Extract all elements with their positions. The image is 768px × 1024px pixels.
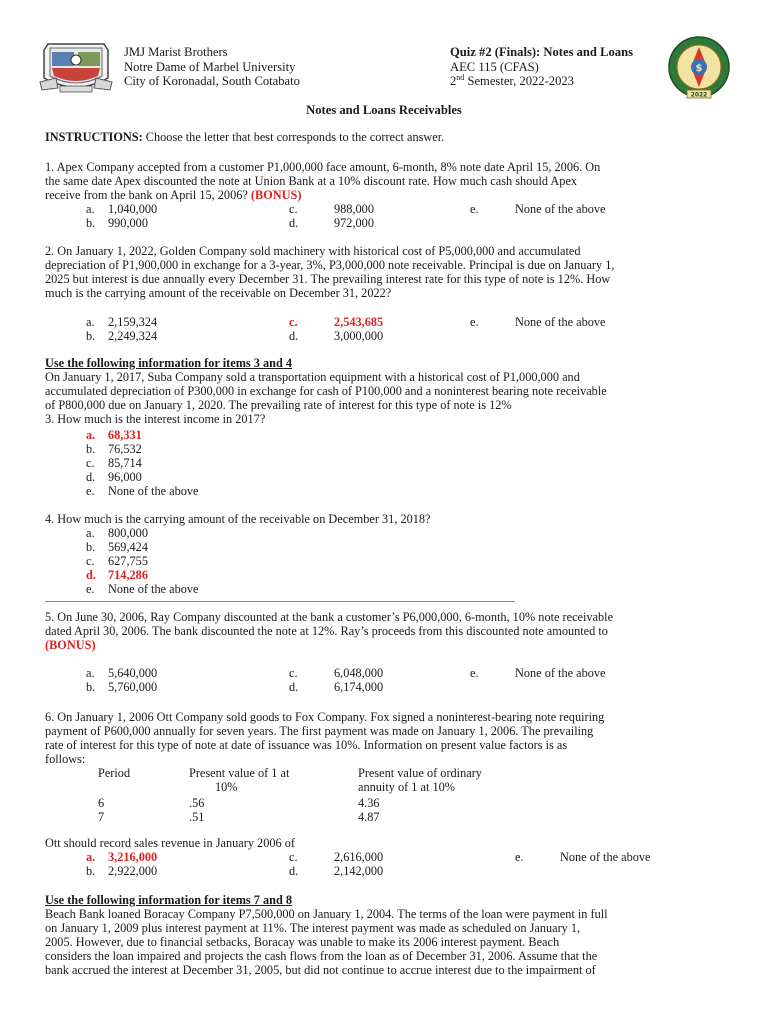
table-cell: .56 bbox=[189, 796, 205, 810]
question-line: 4. How much is the carrying amount of the receivable on December 31, 2018? bbox=[45, 512, 431, 526]
question-5 bbox=[45, 610, 725, 652]
option-text: None of the above bbox=[515, 315, 606, 329]
table-header-pv1: Present value of 1 at bbox=[189, 766, 290, 780]
svg-text:$: $ bbox=[695, 63, 703, 74]
semester-rest: Semester, 2022-2023 bbox=[464, 74, 574, 88]
option-letter: d. bbox=[289, 216, 299, 230]
question-2 bbox=[45, 244, 725, 300]
option-text: 76,532 bbox=[108, 442, 142, 456]
option-4b[interactable] bbox=[86, 540, 148, 554]
instructions-text: Choose the letter that best corresponds to the correct answer. bbox=[142, 130, 445, 144]
option-letter: b. bbox=[86, 680, 96, 694]
question-line: payment of P600,000 annually for seven years. The first payment was made on January 1, 2006. The prevailing bbox=[45, 724, 594, 738]
info-line: on January 1, 2009 plus interest payment at 11%. The interest payment was made as scheduled on January 1, bbox=[45, 921, 581, 935]
option-6e[interactable] bbox=[515, 850, 651, 864]
question-line-text: receive from the bank on April 15, 2006? bbox=[45, 188, 251, 202]
option-4e[interactable] bbox=[86, 582, 199, 596]
option-3c[interactable] bbox=[86, 456, 142, 470]
option-text: 3,000,000 bbox=[334, 329, 384, 343]
option-letter: d. bbox=[289, 864, 299, 878]
option-3e[interactable] bbox=[86, 484, 199, 498]
table-cell: 6 bbox=[98, 796, 105, 810]
info-heading: Use the following information for items 7 and 8 bbox=[45, 893, 293, 907]
question-line: 1. Apex Company accepted from a customer P1,000,000 face amount, 6-month, 8% note date April 15, 2006. On bbox=[45, 160, 601, 174]
question-1 bbox=[45, 160, 725, 202]
question-line: 6. On January 1, 2006 Ott Company sold goods to Fox Company. Fox signed a noninterest-bearing note requiring bbox=[45, 710, 605, 724]
option-letter: a. bbox=[86, 428, 96, 442]
option-1c[interactable] bbox=[289, 202, 374, 216]
option-2b[interactable] bbox=[86, 329, 157, 343]
option-2d[interactable] bbox=[289, 329, 383, 343]
semester bbox=[450, 74, 633, 89]
bonus-tag: (BONUS) bbox=[250, 188, 302, 202]
option-text: 96,000 bbox=[108, 470, 142, 484]
semester-sup: nd bbox=[456, 72, 465, 82]
option-letter: b. bbox=[86, 864, 96, 878]
option-letter: d. bbox=[86, 568, 96, 582]
table-cell: 7 bbox=[98, 810, 105, 824]
option-text: 6,048,000 bbox=[334, 666, 384, 680]
header-line-3: City of Koronadal, South Cotabato bbox=[124, 74, 300, 88]
option-text: 800,000 bbox=[108, 526, 148, 540]
option-text: 972,000 bbox=[334, 216, 374, 230]
question-line: Ott should record sales revenue in January 2006 of bbox=[45, 836, 295, 850]
instructions-label: INSTRUCTIONS: bbox=[45, 130, 143, 144]
option-1a[interactable] bbox=[86, 202, 157, 216]
header-line-1: JMJ Marist Brothers bbox=[124, 45, 228, 59]
info-line: accumulated depreciation of P300,000 in exchange for cash of P100,000 and a noninterest bearing note receivable bbox=[45, 384, 607, 398]
quiz-title: Quiz #2 (Finals): Notes and Loans bbox=[450, 45, 633, 59]
info-line: 2005. However, due to financial setbacks, Boracay was unable to make its 2006 interest payment. Beach bbox=[45, 935, 560, 949]
semester-ordinal: 2 bbox=[450, 74, 457, 88]
quiz-header bbox=[450, 45, 633, 89]
section-divider bbox=[45, 601, 515, 602]
option-letter: a. bbox=[86, 850, 96, 864]
option-letter: e. bbox=[470, 315, 479, 329]
question-3-text: 3. How much is the interest income in 2017? bbox=[45, 412, 266, 426]
info-heading: Use the following information for items 3 and 4 bbox=[45, 356, 293, 370]
option-letter: a. bbox=[86, 202, 95, 216]
table-cell: .51 bbox=[189, 810, 205, 824]
option-letter: b. bbox=[86, 442, 96, 456]
option-4c[interactable] bbox=[86, 554, 148, 568]
option-5a[interactable] bbox=[86, 666, 157, 680]
table-header-pva-rate: annuity of 1 at 10% bbox=[358, 780, 455, 794]
info-line: of P800,000 due on January 1, 2020. The prevailing rate of interest for this type of note is 12% bbox=[45, 398, 512, 412]
option-text: None of the above bbox=[108, 582, 199, 596]
option-5c[interactable] bbox=[289, 666, 383, 680]
question-line: rate of interest for this type of note at date of issuance was 10%. Information on present value factors is as bbox=[45, 738, 568, 752]
option-letter: d. bbox=[86, 470, 96, 484]
option-text: 714,286 bbox=[108, 568, 148, 582]
table-cell: 4.87 bbox=[358, 810, 380, 824]
option-4a[interactable] bbox=[86, 526, 148, 540]
option-letter: e. bbox=[470, 666, 479, 680]
option-3b[interactable] bbox=[86, 442, 142, 456]
option-letter: e. bbox=[470, 202, 479, 216]
option-text: 569,424 bbox=[108, 540, 148, 554]
seal-year: 2022 bbox=[690, 91, 708, 99]
option-text: None of the above bbox=[515, 202, 606, 216]
info-items-7-8 bbox=[45, 893, 725, 977]
question-line: 2025 but interest is due annually every December 31. The prevailing interest rate for this type of note is 12%. How bbox=[45, 272, 611, 286]
option-text: None of the above bbox=[515, 666, 606, 680]
option-text: 3,216,000 bbox=[108, 850, 158, 864]
header-line-2: Notre Dame of Marbel University bbox=[124, 59, 296, 74]
option-3a-correct[interactable] bbox=[86, 428, 142, 442]
option-text: 1,040,000 bbox=[108, 202, 158, 216]
page-title: Notes and Loans Receivables bbox=[306, 103, 462, 117]
info-line: On January 1, 2017, Suba Company sold a transportation equipment with a historical cost of P1,000,000 and bbox=[45, 370, 580, 384]
question-line: the same date Apex discounted the note at Union Bank at a 10% discount rate. How much cash should Apex bbox=[45, 174, 578, 188]
bonus-tag: (BONUS) bbox=[45, 638, 96, 652]
info-line: bank accrued the interest at December 31, 2005, but did not continue to accrue interest due to the impairment of bbox=[45, 963, 596, 977]
table-header-pv1-rate: 10% bbox=[215, 780, 238, 794]
option-letter: c. bbox=[289, 202, 298, 216]
option-6b[interactable] bbox=[86, 864, 157, 878]
university-logo-icon bbox=[38, 38, 114, 96]
option-text: 2,159,324 bbox=[108, 315, 158, 329]
question-line: 5. On June 30, 2006, Ray Company discounted at the bank a customer’s P6,000,000, 6-month, 10% note receivable bbox=[45, 610, 614, 624]
table-header-pva: Present value of ordinary bbox=[358, 766, 482, 780]
option-text: 627,755 bbox=[108, 554, 148, 568]
option-text: 5,760,000 bbox=[108, 680, 158, 694]
department-seal-icon bbox=[667, 35, 731, 101]
option-text: 2,249,324 bbox=[108, 329, 158, 343]
info-line: Beach Bank loaned Boracay Company P7,500,000 on January 1, 2004. The terms of the loan were payment in full bbox=[45, 907, 608, 921]
question-6 bbox=[45, 710, 725, 766]
info-items-3-4 bbox=[45, 356, 725, 426]
option-4d-correct[interactable] bbox=[86, 568, 148, 582]
option-letter: a. bbox=[86, 666, 95, 680]
option-text: 68,331 bbox=[108, 428, 142, 442]
option-6d[interactable] bbox=[289, 864, 383, 878]
table-cell: 4.36 bbox=[358, 796, 380, 810]
question-4 bbox=[45, 512, 725, 526]
option-letter: a. bbox=[86, 315, 95, 329]
question-line: depreciation of P1,900,000 in exchange for a 3-year, 3%, P3,000,000 note receivable. Principal is due on January 1, bbox=[45, 258, 615, 272]
option-1b[interactable] bbox=[86, 216, 148, 230]
option-text: None of the above bbox=[560, 850, 651, 864]
school-header bbox=[124, 45, 300, 89]
question-6-prompt bbox=[45, 836, 725, 850]
option-text: 2,922,000 bbox=[108, 864, 158, 878]
option-1d[interactable] bbox=[289, 216, 374, 230]
option-text: 6,174,000 bbox=[334, 680, 384, 694]
question-line: dated April 30, 2006. The bank discounted the note at 12%. Ray’s proceeds from this discounted note amounted to bbox=[45, 624, 608, 638]
option-letter: e. bbox=[86, 484, 95, 498]
info-line: considers the loan impaired and projects the cash flows from the loan as of December 31, 2006. Assume that the bbox=[45, 949, 598, 963]
option-letter: c. bbox=[289, 315, 298, 329]
question-line: follows: bbox=[45, 752, 86, 766]
option-2e[interactable] bbox=[470, 315, 606, 329]
option-6a-correct[interactable] bbox=[86, 850, 157, 864]
option-letter: d. bbox=[289, 329, 299, 343]
option-5e[interactable] bbox=[470, 666, 606, 680]
option-5d[interactable] bbox=[289, 680, 383, 694]
option-text: 2,142,000 bbox=[334, 864, 384, 878]
option-text: 990,000 bbox=[108, 216, 148, 230]
option-text: None of the above bbox=[108, 484, 199, 498]
option-letter: a. bbox=[86, 526, 95, 540]
option-letter: b. bbox=[86, 216, 96, 230]
option-letter: c. bbox=[289, 850, 298, 864]
option-letter: c. bbox=[86, 554, 95, 568]
option-text: 5,640,000 bbox=[108, 666, 158, 680]
option-letter: d. bbox=[289, 680, 299, 694]
option-letter: c. bbox=[86, 456, 95, 470]
table-header-period: Period bbox=[98, 766, 131, 780]
option-text: 988,000 bbox=[334, 202, 374, 216]
option-text: 2,616,000 bbox=[334, 850, 384, 864]
option-2a[interactable] bbox=[86, 315, 157, 329]
option-letter: b. bbox=[86, 540, 96, 554]
question-line: 2. On January 1, 2022, Golden Company sold machinery with historical cost of P5,000,000 and accumulated bbox=[45, 244, 581, 258]
option-text: 2,543,685 bbox=[334, 315, 384, 329]
option-text: 85,714 bbox=[108, 456, 142, 470]
option-letter: e. bbox=[86, 582, 95, 596]
option-3d[interactable] bbox=[86, 470, 142, 484]
option-1e[interactable] bbox=[470, 202, 606, 216]
option-5b[interactable] bbox=[86, 680, 157, 694]
question-line bbox=[45, 188, 725, 202]
option-letter: c. bbox=[289, 666, 298, 680]
course-code: AEC 115 (CFAS) bbox=[450, 59, 539, 74]
option-6c[interactable] bbox=[289, 850, 383, 864]
question-line: much is the carrying amount of the receivable on December 31, 2022? bbox=[45, 286, 392, 300]
option-letter: b. bbox=[86, 329, 96, 343]
option-letter: e. bbox=[515, 850, 524, 864]
option-2c-correct[interactable] bbox=[289, 315, 383, 329]
instructions bbox=[45, 130, 444, 144]
